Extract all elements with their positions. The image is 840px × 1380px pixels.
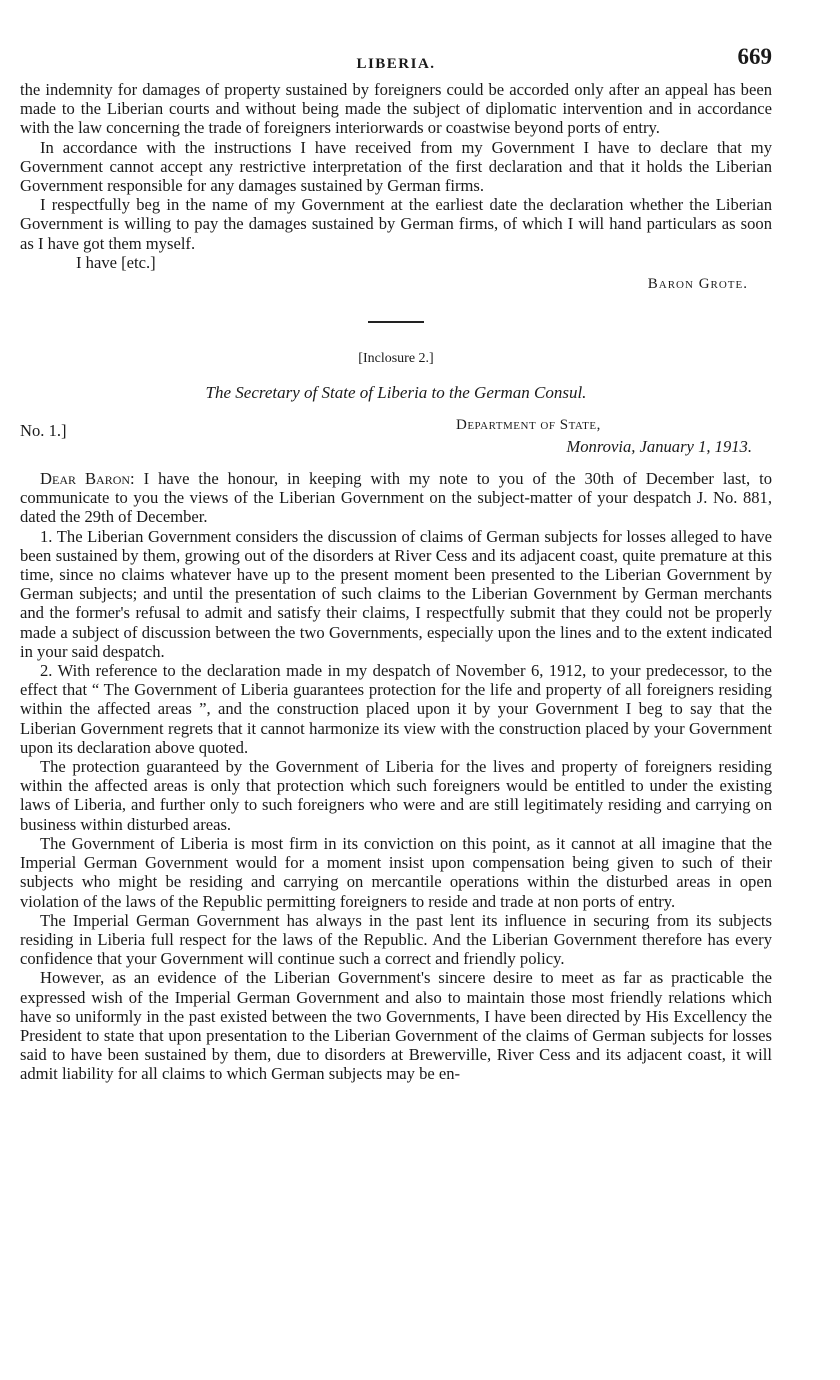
paragraph: I respectfully beg in the name of my Government at the earliest date the declaration whether the Liberian Government is willing to pay the damages sustained by German firms, of which I will hand particulars as soon as I have got them myself. — [20, 195, 772, 253]
running-title: LIBERIA. — [356, 56, 436, 72]
section-divider — [368, 321, 424, 323]
opening-paragraph — [20, 469, 772, 527]
paragraph: 1. The Liberian Government considers the discussion of claims of German subjects for losses alleged to have been sustained by them, growing out of the disorders at River Cess and its adjacent coast, quite premature at this time, since no claims whatever have up to the present moment been presented to the Liberian Government by German subjects; and until the presentation of such claims to the Liberian Government by German merchants and the former's refusal to admit and satisfy their claims, I respectfully submit that they could not be properly made a subject of discussion between the two Governments, especially upon the lines and to the extent indicated in your said despatch. — [20, 526, 772, 661]
salutation: Dear Baron: — [40, 469, 135, 489]
paragraph: the indemnity for damages of property sustained by foreigners could be accorded only after an appeal has been made to the Liberian courts and without being made the subject of diplomatic intervention and in accordance with the law concerning the trade of foreigners interiorwards or coastwise beyond ports of entry. — [20, 80, 772, 138]
signature: Baron Grote. — [647, 276, 748, 293]
page-number: 669 — [737, 44, 772, 69]
paragraph-text: I have the honour, in keeping with my note to you of the 30th of December last, to communicate to you the views of the Liberian Government on the subject-matter of your despatch J. No. 881, dated the 29th of December. — [20, 469, 772, 527]
document-number: No. 1.] — [20, 421, 67, 441]
place-date: Monrovia, January 1, 1913. — [566, 437, 752, 457]
paragraph: The Imperial German Government has always in the past lent its influence in securing from its subjects residing in Liberia full respect for the laws of the Republic. And the Liberian Government therefore has every confidence that your Government will continue such a correct and friendly policy. — [20, 910, 772, 969]
letter-body — [20, 469, 772, 1084]
paragraph: 2. With reference to the declaration made in my despatch of November 6, 1912, to your predecessor, to the effect that “ The Government of Liberia guarantees protection for the life and property of all foreigners residing within the affected areas ”, and the construction placed upon it by your Government I beg to say that the Liberian Government regrets that it cannot harmonize its view with the construction placed by your Government upon its declaration above quoted. — [20, 661, 772, 757]
paragraph: In accordance with the instructions I have received from my Government I have to declare that my Government cannot accept any restrictive interpretation of the first declaration and that it holds the Liberian Government responsible for any damages sustained by German firms. — [20, 137, 772, 196]
paragraph: However, as an evidence of the Liberian Government's sincere desire to meet as far as practicable the expressed wish of the Imperial German Government and also to maintain those most friendly relations which have so uniformly in the past existed between the two Governments, I have been directed by His Excellency the President to state that upon presentation to the Liberian Government of the claims of German subjects for losses said to have been sustained by them, due to disorders at Brewerville, River Cess and its adjacent coast, it will admit liability for all claims to which German subjects may be en- — [20, 968, 772, 1084]
running-head — [20, 0, 772, 80]
paragraph: The Government of Liberia is most firm in its conviction on this point, as it cannot at all imagine that the Imperial German Government would for a moment insist upon compensation being given to such of their subjects who might be residing and carrying on mercantile operations within the disturbed areas in open violation of the laws of the Republic permitting foreigners to reside and trade at non ports of entry. — [20, 833, 772, 911]
closing-line: I have [etc.] — [76, 252, 156, 272]
enclosure-one-body — [20, 80, 772, 253]
dateline — [20, 417, 772, 463]
document-heading: The Secretary of State of Liberia to the German Consul. — [205, 383, 587, 403]
inclosure-label: [Inclosure 2.] — [358, 351, 434, 367]
document-page — [20, 0, 772, 1084]
paragraph: The protection guaranteed by the Government of Liberia for the lives and property of foreigners residing within the affected areas is only that protection which such foreigners would be entitled to under the existing laws of Liberia, and further only to such foreigners who were and are still legitimately residing and carrying on business within disturbed areas. — [20, 757, 772, 834]
department-name: Department of State, — [456, 417, 601, 434]
